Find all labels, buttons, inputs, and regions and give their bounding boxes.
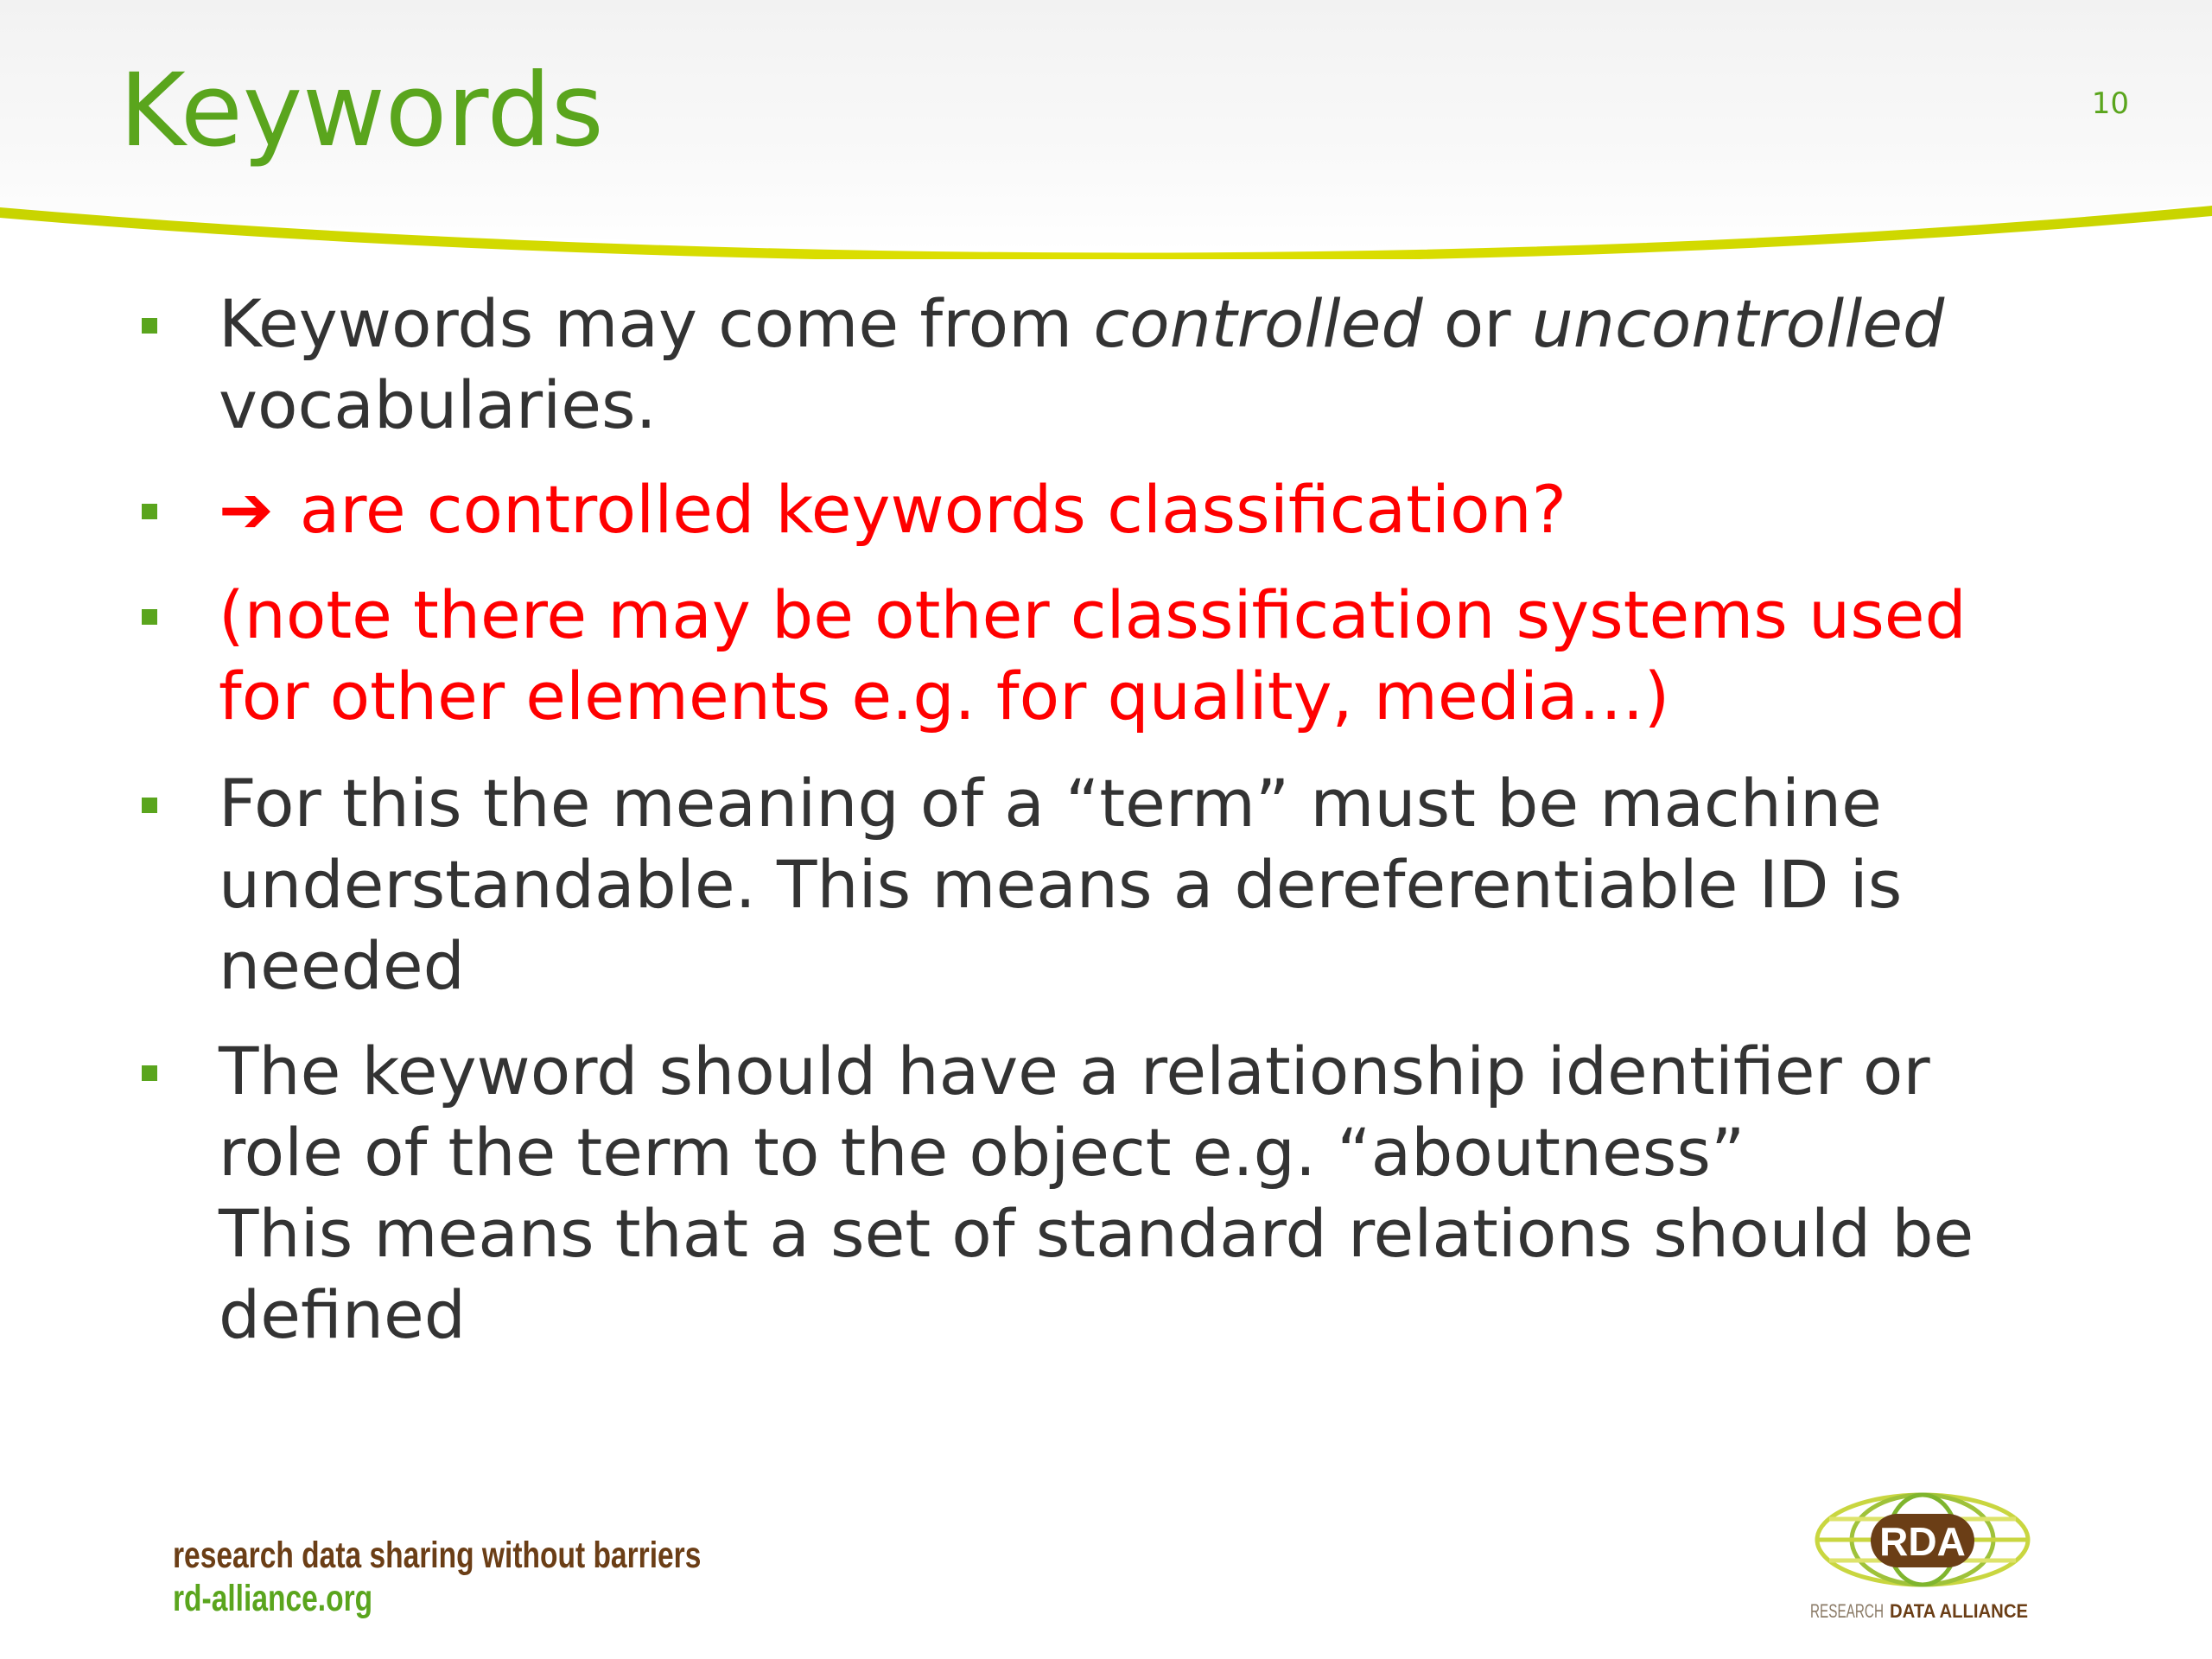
logo-caption-light: RESEARCH — [1810, 1600, 1884, 1622]
right-arrow-icon: ➔ — [219, 471, 274, 548]
bullet-line: ➔ are controlled keywords classification? — [219, 471, 1567, 548]
bullet-marker — [142, 318, 157, 334]
bullet-line: (note there may be other classification systems used — [219, 576, 1967, 653]
bullet-item-other-classification-note — [219, 575, 2076, 737]
bullet-marker — [142, 609, 157, 625]
bullet-line: The keyword should have a relationship identifier or — [219, 1033, 1930, 1109]
bullet-line: for other elements e.g. for quality, media…) — [219, 658, 1670, 734]
tagline-text: research data sharing without barriers — [173, 1535, 702, 1576]
footer-tagline — [173, 1534, 701, 1620]
bullet-line: For this the meaning of a “term” must be machine — [219, 765, 1882, 842]
bullet-item-controlled-vocabularies — [219, 283, 2076, 446]
website-link[interactable]: rd-alliance.org — [173, 1578, 373, 1619]
bullet-marker — [142, 1065, 157, 1081]
bullet-line: needed — [219, 927, 465, 1004]
slide-number: 10 — [2091, 86, 2129, 121]
slide-title: Keywords — [119, 51, 604, 169]
bullet-item-classification-question — [219, 469, 2076, 550]
logo-caption-bold: DATA ALLIANCE — [1890, 1600, 2028, 1622]
rda-logo — [1810, 1486, 2035, 1633]
bullet-marker — [142, 798, 157, 813]
bullet-item-machine-understandable — [219, 763, 2076, 1007]
bullet-line: defined — [219, 1276, 467, 1353]
bullet-line: This means that a set of standard relations should be — [219, 1195, 1974, 1272]
bullet-line: role of the term to the object e.g. “aboutness” — [219, 1114, 1745, 1191]
bullet-marker — [142, 504, 157, 519]
bullet-item-relationship-identifier — [219, 1031, 2076, 1356]
bullet-line: Keywords may come from controlled or uncontrolled — [219, 285, 1945, 362]
bullet-line: understandable. This means a dereferentiable ID is — [219, 846, 1903, 923]
bullet-line: vocabularies. — [219, 366, 657, 443]
logo-text: RDA — [1879, 1519, 1966, 1564]
